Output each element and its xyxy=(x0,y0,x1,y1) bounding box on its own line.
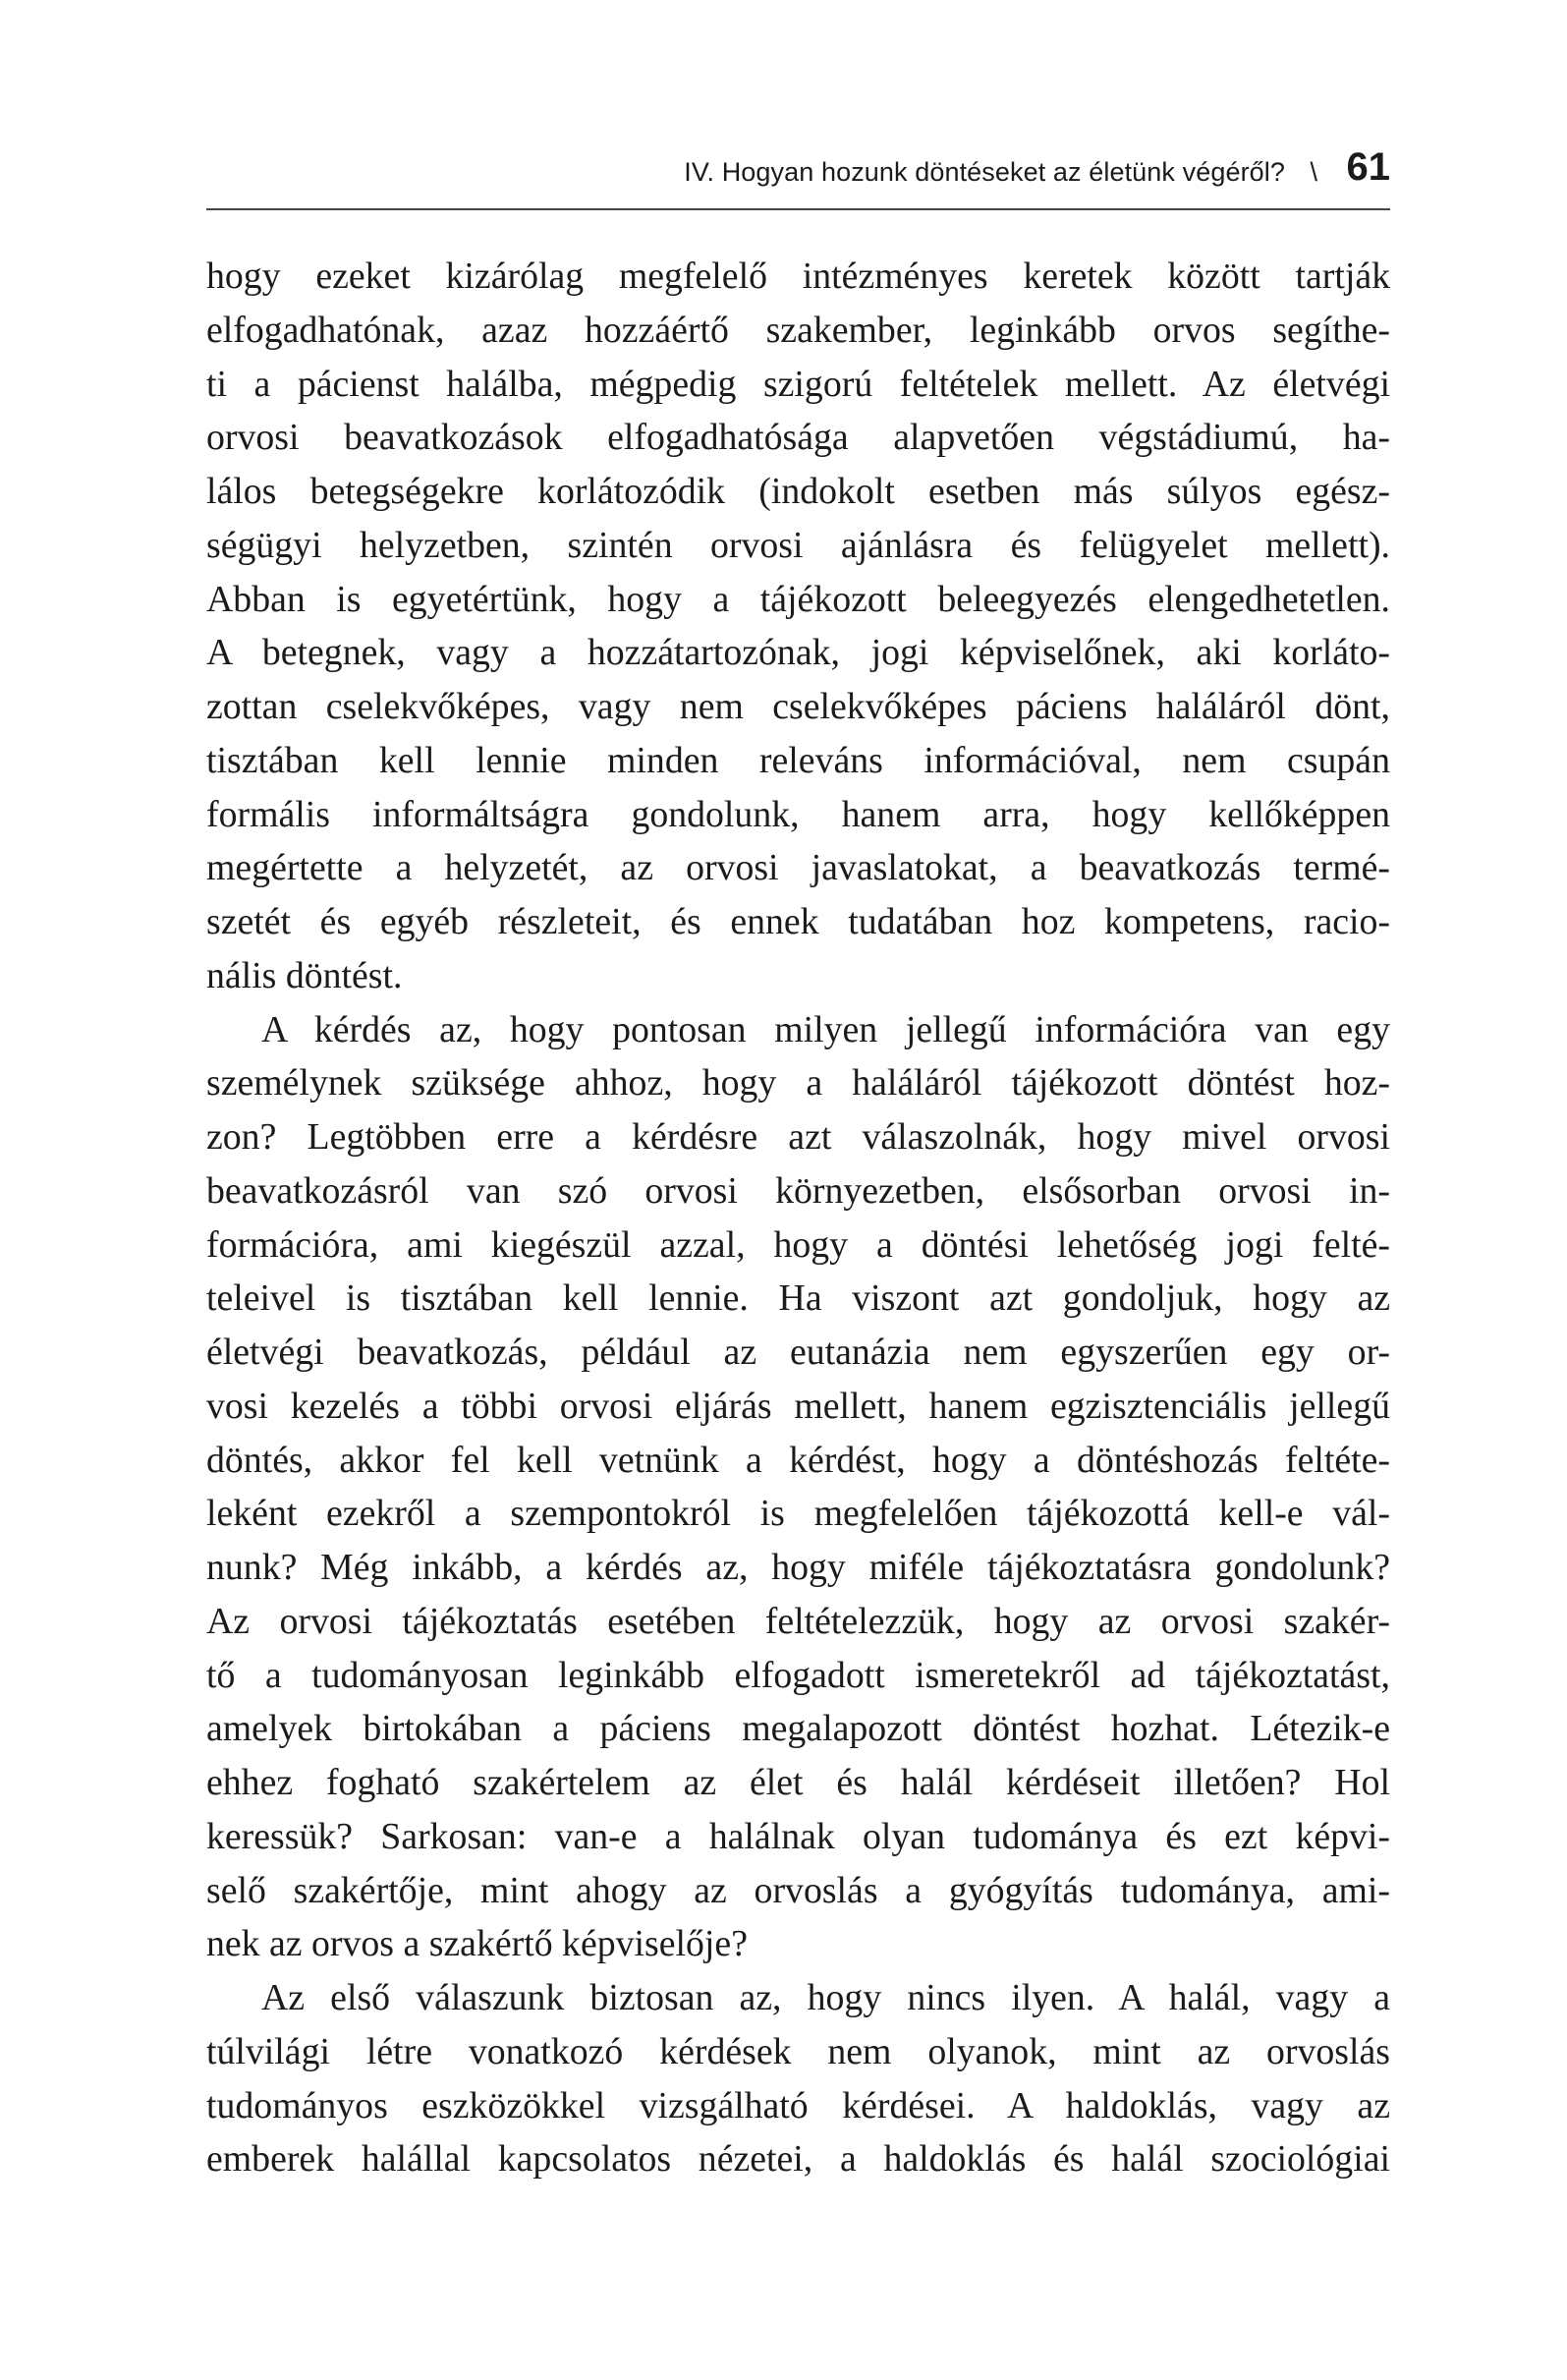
running-header xyxy=(206,145,1390,210)
paragraph xyxy=(206,250,1390,1003)
page-number: 61 xyxy=(1346,145,1390,189)
paragraph xyxy=(206,1003,1390,1972)
text-line: teleivel is tisztában kell lennie. Ha viszont azt gondoljuk, hogy az xyxy=(206,1277,1390,1320)
text-line: zottan cselekvőképes, vagy nem cselekvőképes páciens haláláról dönt, xyxy=(206,686,1390,727)
text-line: nális döntést. xyxy=(206,954,403,996)
text-line: orvosi beavatkozások elfogadhatósága alapvetően végstádiumú, ha- xyxy=(206,417,1390,459)
text-line: tudományos eszközökkel vizsgálható kérdései. A haldoklás, vagy az xyxy=(206,2084,1390,2126)
text-line: A kérdés az, hogy pontosan milyen jellegű információra van egy xyxy=(261,1008,1390,1050)
paragraph xyxy=(206,1971,1390,2186)
header-separator: \ xyxy=(1310,157,1317,187)
text-line: A betegnek, vagy a hozzátartozónak, jogi képviselőnek, aki korláto- xyxy=(206,632,1390,674)
text-line: megértette a helyzetét, az orvosi javaslatokat, a beavatkozás termé- xyxy=(206,847,1390,889)
chapter-title: IV. Hogyan hozunk döntéseket az életünk végéről? xyxy=(684,157,1285,187)
text-line: lálos betegségekre korlátozódik (indokolt esetben más súlyos egész- xyxy=(206,471,1390,512)
text-line: tisztában kell lennie minden releváns információval, nem csupán xyxy=(206,739,1390,781)
text-line: Abban is egyetértünk, hogy a tájékozott beleegyezés elengedhetetlen. xyxy=(206,578,1390,620)
text-line: ségügyi helyzetben, szintén orvosi ajánlásra és felügyelet mellett). xyxy=(206,524,1390,566)
text-line: Az első válaszunk biztosan az, hogy nincs ilyen. A halál, vagy a xyxy=(261,1977,1390,2018)
text-line: vosi kezelés a többi orvosi eljárás mellett, hanem egzisztenciális jellegű xyxy=(206,1385,1390,1427)
text-line: tő a tudományosan leginkább elfogadott ismeretekről ad tájékoztatást, xyxy=(206,1654,1390,1696)
text-line: selő szakértője, mint ahogy az orvoslás a gyógyítás tudománya, ami- xyxy=(206,1869,1390,1911)
text-line: életvégi beavatkozás, például az eutanázia nem egyszerűen egy or- xyxy=(206,1332,1390,1373)
text-line: formális informáltságra gondolunk, hanem arra, hogy kellőképpen xyxy=(206,793,1390,835)
text-line: szetét és egyéb részleteit, és ennek tudatában hoz kompetens, racio- xyxy=(206,901,1390,942)
text-line: elfogadhatónak, azaz hozzáértő szakember, leginkább orvos segíthe- xyxy=(206,309,1390,351)
text-line: ti a pácienst halálba, mégpedig szigorú feltételek mellett. Az életvégi xyxy=(206,363,1390,405)
text-line: leként ezekről a szempontokról is megfelelően tájékozottá kell-e vál- xyxy=(206,1493,1390,1535)
text-line: hogy ezeket kizárólag megfelelő intézményes keretek között tartják xyxy=(206,255,1390,297)
text-line: személynek szüksége ahhoz, hogy a haláláról tájékozott döntést hoz- xyxy=(206,1062,1390,1105)
text-line: zon? Legtöbben erre a kérdésre azt válaszolnák, hogy mivel orvosi xyxy=(206,1116,1390,1158)
text-line: nunk? Még inkább, a kérdés az, hogy miféle tájékoztatásra gondolunk? xyxy=(206,1547,1390,1588)
text-line: beavatkozásról van szó orvosi környezetben, elsősorban orvosi in- xyxy=(206,1169,1390,1212)
text-line: túlvilági létre vonatkozó kérdések nem olyanok, mint az orvoslás xyxy=(206,2030,1390,2072)
text-line: ehhez fogható szakértelem az élet és halál kérdéseit illetően? Hol xyxy=(206,1762,1390,1803)
body-text xyxy=(206,250,1390,2186)
text-line: formációra, ami kiegészül azzal, hogy a döntési lehetőség jogi felté- xyxy=(206,1223,1390,1266)
text-line: keressük? Sarkosan: van-e a halálnak olyan tudománya és ezt képvi- xyxy=(206,1815,1390,1857)
text-line: nek az orvos a szakértő képviselője? xyxy=(206,1923,748,1965)
text-line: amelyek birtokában a páciens megalapozott döntést hozhat. Létezik-e xyxy=(206,1708,1390,1750)
text-line: döntés, akkor fel kell vetnünk a kérdést, hogy a döntéshozás feltéte- xyxy=(206,1439,1390,1481)
text-line: Az orvosi tájékoztatás esetében feltételezzük, hogy az orvosi szakér- xyxy=(206,1600,1390,1642)
text-line: emberek halállal kapcsolatos nézetei, a haldoklás és halál szociológiai xyxy=(206,2138,1390,2181)
